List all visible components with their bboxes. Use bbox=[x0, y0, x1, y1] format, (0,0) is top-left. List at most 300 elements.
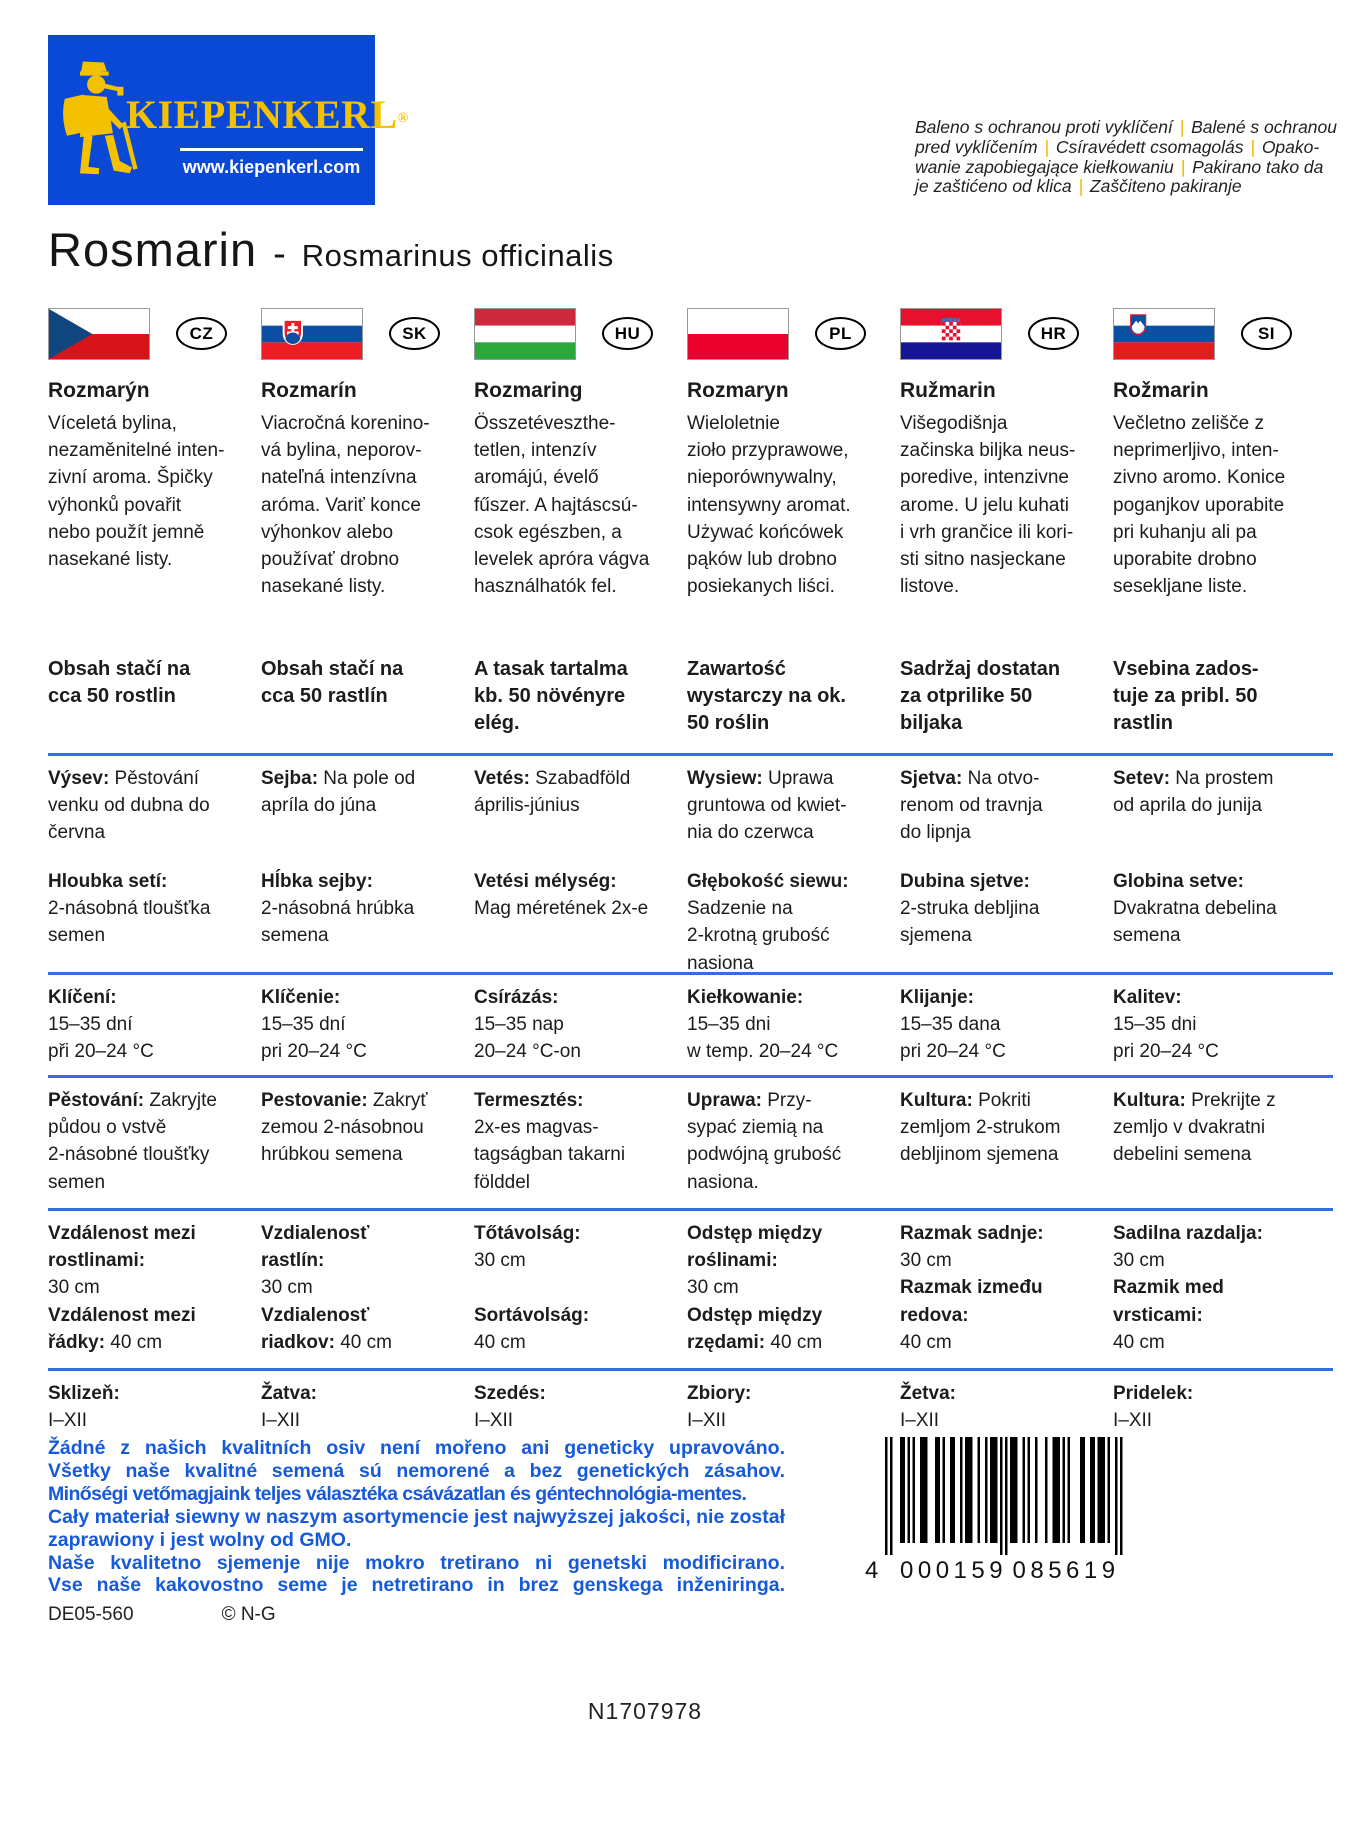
svg-text:085619: 085619 bbox=[1012, 1557, 1120, 1584]
field-value: levelek apróra vágva bbox=[474, 549, 650, 571]
field-label: Globina setve: bbox=[1113, 871, 1244, 892]
field-value: semen bbox=[48, 1171, 106, 1193]
text-line bbox=[1113, 683, 1299, 710]
field-value: Używać końcówek bbox=[687, 521, 844, 543]
col-si-flag bbox=[1113, 308, 1299, 378]
text-line bbox=[1113, 1247, 1299, 1274]
col-hu-harvest bbox=[474, 1371, 660, 1434]
field-label: Výsev: bbox=[48, 768, 110, 789]
field-label: Pestovanie: bbox=[261, 1090, 368, 1111]
note-text: Balené s ochranou bbox=[1186, 117, 1338, 137]
text-line bbox=[474, 765, 660, 792]
field-label: Sortávolság: bbox=[474, 1304, 590, 1326]
text-line bbox=[687, 819, 873, 846]
col-si-harvest bbox=[1113, 1371, 1299, 1434]
field-label: Kultura: bbox=[1113, 1090, 1186, 1111]
text-line bbox=[474, 1011, 660, 1038]
pipe-separator: | bbox=[1044, 136, 1049, 157]
field-value: zivno aromo. Konice bbox=[1113, 467, 1286, 489]
text-line bbox=[900, 546, 1086, 573]
text-line bbox=[687, 1169, 873, 1196]
pipe-separator: | bbox=[1180, 156, 1186, 177]
field-value: cca 50 rastlín bbox=[261, 685, 388, 708]
text-line bbox=[48, 1011, 234, 1038]
text-line bbox=[261, 1011, 447, 1038]
plant-name: Rozmaring bbox=[474, 379, 583, 402]
field-value: 40 cm bbox=[765, 1331, 823, 1353]
text-line bbox=[48, 984, 234, 1011]
text-line bbox=[261, 1114, 447, 1141]
language-columns-grid bbox=[48, 308, 1333, 1433]
text-line bbox=[261, 1274, 447, 1301]
text-line bbox=[687, 895, 873, 922]
field-label: Pridelek: bbox=[1113, 1383, 1194, 1404]
col-cz-germination bbox=[48, 975, 234, 1075]
text-line bbox=[48, 1169, 234, 1196]
field-value: sjemena bbox=[900, 925, 972, 947]
text-line bbox=[900, 519, 1086, 546]
field-label: Žetva: bbox=[900, 1383, 956, 1404]
field-value: 15–35 dní bbox=[261, 1014, 346, 1036]
field-label: Dubina sjetve: bbox=[900, 871, 1030, 892]
field-value: 15–35 dni bbox=[687, 1014, 771, 1036]
field-value: 2x-es magvas- bbox=[474, 1117, 599, 1139]
text-line bbox=[261, 922, 447, 949]
text-line bbox=[687, 765, 873, 792]
text-line bbox=[1113, 573, 1299, 600]
text-line bbox=[48, 819, 234, 846]
field-label: Pěstování: bbox=[48, 1090, 145, 1111]
col-hu-namedesc bbox=[474, 378, 660, 656]
field-value: Összetéveszthe- bbox=[474, 413, 616, 434]
field-value: 30 cm bbox=[261, 1277, 313, 1299]
field-value: 50 roślin bbox=[687, 712, 770, 735]
field-label: vrsticami: bbox=[1113, 1304, 1203, 1326]
flag-sk-icon bbox=[261, 308, 363, 360]
col-pl-spacing bbox=[687, 1211, 873, 1368]
col-pl-content bbox=[687, 656, 873, 753]
text-line bbox=[48, 546, 234, 573]
col-si-germination bbox=[1113, 975, 1299, 1075]
text-line bbox=[900, 1380, 1086, 1407]
col-si-culture bbox=[1113, 1078, 1299, 1208]
field-value: nasiona. bbox=[687, 1171, 759, 1193]
text-line bbox=[474, 546, 660, 573]
col-hr-content bbox=[900, 656, 1086, 753]
text-line bbox=[900, 984, 1086, 1011]
text-line bbox=[261, 792, 447, 819]
text-line bbox=[48, 1038, 234, 1065]
col-pl-namedesc bbox=[687, 378, 873, 656]
field-value: csok egészben, a bbox=[474, 521, 622, 543]
col-sk-culture bbox=[261, 1078, 447, 1208]
text-line bbox=[474, 1169, 660, 1196]
field-label: Klijanje: bbox=[900, 987, 974, 1008]
field-value: 30 cm bbox=[48, 1277, 100, 1299]
field-value: poganjkov uporabite bbox=[1113, 494, 1285, 516]
text-line bbox=[48, 683, 234, 710]
field-value: od aprila do junija bbox=[1113, 795, 1262, 817]
field-label: Sadilna razdalja: bbox=[1113, 1223, 1263, 1244]
field-value: debelini semena bbox=[1113, 1144, 1252, 1166]
col-cz-namedesc bbox=[48, 378, 234, 656]
field-label: Vzdialenosť bbox=[261, 1223, 370, 1244]
text-line bbox=[474, 656, 660, 683]
field-label: Vzdálenost mezi bbox=[48, 1223, 196, 1244]
batch-number: N1707978 bbox=[587, 1698, 703, 1724]
field-value: Večletno zelišče z bbox=[1113, 413, 1265, 434]
flag-si-icon bbox=[1113, 308, 1215, 360]
field-label: rzędami: bbox=[687, 1331, 766, 1353]
brand-name: KIEPENKERL bbox=[126, 92, 398, 137]
field-value: 40 cm bbox=[900, 1331, 952, 1353]
print-code: DE05-560 bbox=[48, 1604, 134, 1625]
text-line bbox=[687, 1302, 873, 1329]
field-label: Termesztés: bbox=[474, 1090, 584, 1111]
pipe-separator: | bbox=[1179, 117, 1185, 137]
field-value: zioło przyprawowe, bbox=[687, 440, 849, 462]
field-label: Tőtávolság: bbox=[474, 1223, 581, 1244]
text-line bbox=[48, 1274, 234, 1301]
text-line bbox=[900, 410, 1086, 437]
note-line bbox=[915, 158, 1345, 178]
text-line bbox=[1113, 1407, 1299, 1434]
text-line bbox=[1113, 895, 1299, 922]
text-line bbox=[48, 1329, 234, 1356]
copyright-code: © N-G bbox=[221, 1604, 276, 1625]
field-value: 2-násobná tloušťka bbox=[48, 898, 211, 920]
field-value: cca 50 rostlin bbox=[48, 685, 176, 708]
field-value: w temp. 20–24 °C bbox=[687, 1041, 839, 1063]
text-line bbox=[48, 1302, 234, 1329]
field-label: Vetési mélység: bbox=[474, 871, 617, 892]
text-line bbox=[687, 492, 873, 519]
field-value: nieporównywalny, bbox=[687, 467, 837, 489]
field-label: Klíčení: bbox=[48, 987, 117, 1008]
field-value: semena bbox=[1113, 925, 1181, 947]
field-value: uporabite drobno bbox=[1113, 549, 1257, 571]
col-pl-flag bbox=[687, 308, 873, 378]
registered-trademark-icon: ® bbox=[397, 111, 409, 126]
flag-cz-icon bbox=[48, 308, 150, 360]
note-text: Pakirano tako da bbox=[1187, 156, 1324, 177]
text-line bbox=[48, 1407, 234, 1434]
field-value: začinska biljka neus- bbox=[900, 440, 1076, 462]
text-line bbox=[261, 464, 447, 491]
gmo-statement bbox=[48, 1437, 785, 1597]
text-line bbox=[474, 519, 660, 546]
field-label: Klíčenie: bbox=[261, 987, 341, 1008]
field-value: 2-násobná hrúbka bbox=[261, 898, 415, 920]
field-label: Wysiew: bbox=[687, 768, 763, 789]
text-line bbox=[687, 573, 873, 600]
field-value: nasiona bbox=[687, 952, 754, 974]
text-line bbox=[687, 1141, 873, 1168]
col-pl-harvest bbox=[687, 1371, 873, 1434]
field-value: 2-struka debljina bbox=[900, 898, 1040, 920]
text-line bbox=[1113, 710, 1299, 737]
field-value: I–XII bbox=[900, 1410, 940, 1432]
text-line bbox=[48, 410, 234, 437]
text-line bbox=[261, 1329, 447, 1356]
text-line bbox=[261, 1141, 447, 1168]
text-line bbox=[261, 546, 447, 573]
text-line bbox=[48, 519, 234, 546]
text-line bbox=[1113, 519, 1299, 546]
field-value: aromájú, évelő bbox=[474, 467, 599, 489]
field-value: fűszer. A hajtáscsú- bbox=[474, 494, 638, 516]
col-sk-namedesc bbox=[261, 378, 447, 656]
text-line bbox=[261, 1407, 447, 1434]
field-value: wystarczy na ok. bbox=[687, 685, 846, 708]
text-line bbox=[900, 492, 1086, 519]
gmo-statement-line: Žádné z našich kvalitních osiv není mořeno ani geneticky upravováno. bbox=[48, 1437, 785, 1459]
field-value: tetlen, intenzív bbox=[474, 440, 597, 462]
text-line bbox=[687, 950, 873, 977]
text-line bbox=[261, 573, 447, 600]
text-line bbox=[1113, 1274, 1299, 1301]
text-line bbox=[1113, 868, 1299, 895]
text-line bbox=[474, 1302, 660, 1329]
field-value: i vrh grančice ili kori- bbox=[900, 521, 1074, 543]
note-text: Baleno s ochranou proti vyklíčení bbox=[915, 117, 1178, 137]
field-label: Odstęp między bbox=[687, 1304, 823, 1326]
field-label: Hĺbka sejby: bbox=[261, 871, 373, 892]
text-line bbox=[687, 1114, 873, 1141]
col-hu-content bbox=[474, 656, 660, 753]
field-value: sypać ziemią na bbox=[687, 1117, 824, 1139]
col-sk-spacing bbox=[261, 1211, 447, 1368]
field-label: Kiełkowanie: bbox=[687, 987, 804, 1008]
text-line bbox=[687, 1220, 873, 1247]
text-line bbox=[474, 1380, 660, 1407]
col-hr-sowing bbox=[900, 756, 1086, 868]
col-sk-harvest bbox=[261, 1371, 447, 1434]
field-value: 40 cm bbox=[1113, 1331, 1165, 1353]
col-hu-sowing bbox=[474, 756, 660, 868]
text-line bbox=[900, 1329, 1086, 1356]
field-value: Višegodišnja bbox=[900, 413, 1008, 434]
text-line bbox=[48, 922, 234, 949]
band-harvest bbox=[48, 1371, 1333, 1433]
print-codes bbox=[48, 1604, 276, 1626]
text-line bbox=[48, 464, 234, 491]
field-value: gruntowa od kwiet- bbox=[687, 795, 847, 817]
col-hr-depth bbox=[900, 868, 1086, 977]
field-label: Sejba: bbox=[261, 768, 319, 789]
flag-hr-icon bbox=[900, 308, 1002, 360]
field-value: za otprilike 50 bbox=[900, 685, 1033, 708]
field-label: Uprawa: bbox=[687, 1090, 762, 1111]
text-line bbox=[48, 1380, 234, 1407]
field-value: I–XII bbox=[261, 1410, 301, 1432]
field-value: tuje za pribl. 50 bbox=[1113, 685, 1258, 708]
field-value: zemljo v dvakratni bbox=[1113, 1117, 1266, 1139]
band-content bbox=[48, 656, 1333, 753]
svg-text:4: 4 bbox=[865, 1557, 879, 1584]
text-line bbox=[900, 1302, 1086, 1329]
country-code-badge: CZ bbox=[176, 317, 227, 350]
text-line bbox=[1113, 464, 1299, 491]
field-value: nebo použít jemně bbox=[48, 521, 205, 543]
field-value: Na prostem bbox=[1170, 768, 1274, 789]
text-line bbox=[1113, 546, 1299, 573]
text-line bbox=[261, 1087, 447, 1114]
field-label: Razmak sadnje: bbox=[900, 1223, 1044, 1244]
text-line bbox=[687, 1038, 873, 1065]
pipe-separator: | bbox=[1250, 136, 1255, 157]
field-label: Zbiory: bbox=[687, 1383, 752, 1404]
text-line bbox=[261, 1247, 447, 1274]
field-label: Odstęp między bbox=[687, 1223, 823, 1244]
field-value: I–XII bbox=[474, 1410, 514, 1432]
text-line bbox=[1113, 984, 1299, 1011]
text-line bbox=[48, 492, 234, 519]
text-line bbox=[1113, 922, 1299, 949]
text-line bbox=[48, 765, 234, 792]
text-line bbox=[687, 683, 873, 710]
note-text: Csíravédett csomagolás bbox=[1050, 136, 1249, 157]
col-cz-spacing bbox=[48, 1211, 234, 1368]
text-line bbox=[1113, 1329, 1299, 1356]
field-value: Zakryjte bbox=[144, 1090, 217, 1111]
text-line bbox=[261, 437, 447, 464]
field-value: nezaměnitelné inten- bbox=[48, 440, 225, 462]
field-value: 2-krotną grubość bbox=[687, 925, 830, 947]
text-line bbox=[474, 1038, 660, 1065]
field-value: Pěstování bbox=[109, 768, 200, 789]
band-sowing bbox=[48, 756, 1333, 868]
band-culture bbox=[48, 1078, 1333, 1208]
gmo-statement-line: zaprawiony i jest wolny od GMO. bbox=[48, 1528, 352, 1551]
field-value: při 20–24 °C bbox=[48, 1041, 154, 1063]
field-value: 40 cm bbox=[334, 1331, 392, 1353]
ean-barcode bbox=[865, 1437, 1150, 1592]
text-line bbox=[900, 868, 1086, 895]
text-line bbox=[900, 573, 1086, 600]
field-value: hrúbkou semena bbox=[261, 1144, 403, 1166]
field-value: Przy- bbox=[761, 1090, 812, 1111]
col-sk-sowing bbox=[261, 756, 447, 868]
text-line bbox=[900, 1220, 1086, 1247]
text-line bbox=[1113, 1087, 1299, 1114]
field-value: neprimerljivo, inten- bbox=[1113, 440, 1279, 462]
col-cz-culture bbox=[48, 1078, 234, 1208]
text-line bbox=[900, 792, 1086, 819]
text-line bbox=[261, 1302, 447, 1329]
gmo-statement-line: Minőségi vetőmagjaink teljes választéka csávázatlan és géntechnológia-mentes. bbox=[48, 1482, 747, 1505]
field-value: Obsah stačí na bbox=[48, 658, 191, 680]
field-value: nasekané listy. bbox=[261, 576, 386, 598]
text-line bbox=[48, 1247, 234, 1274]
col-hr-harvest bbox=[900, 1371, 1086, 1434]
note-line bbox=[915, 177, 1345, 197]
col-hr-germination bbox=[900, 975, 1086, 1075]
field-value: června bbox=[48, 822, 106, 844]
field-value: 40 cm bbox=[105, 1331, 163, 1353]
field-value: I–XII bbox=[687, 1410, 727, 1432]
text-line bbox=[1113, 1220, 1299, 1247]
text-line bbox=[900, 1011, 1086, 1038]
text-line bbox=[48, 1141, 234, 1168]
field-value: Obsah stačí na bbox=[261, 658, 404, 680]
text-line bbox=[474, 710, 660, 737]
field-value: používať drobno bbox=[261, 549, 400, 571]
text-line bbox=[687, 922, 873, 949]
col-hu-flag bbox=[474, 308, 660, 378]
text-line bbox=[1113, 1141, 1299, 1168]
gmo-statement-line: Cały materiał siewny w naszym asortymencie jest najwyższej jakości, nie został bbox=[48, 1505, 786, 1528]
text-line bbox=[48, 895, 234, 922]
text-line bbox=[687, 710, 873, 737]
field-value: 30 cm bbox=[474, 1250, 526, 1272]
text-line bbox=[261, 683, 447, 710]
latin-name: Rosmarinus officinalis bbox=[301, 238, 614, 273]
col-hu-spacing bbox=[474, 1211, 660, 1368]
field-label: Szedés: bbox=[474, 1383, 546, 1404]
field-value: posiekanych liści. bbox=[687, 576, 835, 598]
col-sk-germination bbox=[261, 975, 447, 1075]
field-value: földdel bbox=[474, 1171, 530, 1193]
col-sk-depth bbox=[261, 868, 447, 977]
plant-title: Rosmarin bbox=[48, 223, 258, 276]
text-line bbox=[474, 895, 660, 922]
text-line bbox=[474, 492, 660, 519]
col-pl-depth bbox=[687, 868, 873, 977]
field-label: Kultura: bbox=[900, 1090, 973, 1111]
plant-name: Rožmarin bbox=[1113, 379, 1209, 402]
field-value: do lipnja bbox=[900, 822, 971, 844]
text-line bbox=[474, 984, 660, 1011]
text-line bbox=[900, 1274, 1086, 1301]
field-value: pri 20–24 °C bbox=[1113, 1041, 1219, 1063]
country-code-badge: HU bbox=[602, 317, 653, 350]
text-line bbox=[900, 1038, 1086, 1065]
field-value: Sadržaj dostatan bbox=[900, 658, 1061, 680]
note-text: wanie zapobiegające kiełkowaniu bbox=[915, 156, 1179, 177]
field-value: pąków lub drobno bbox=[687, 549, 837, 571]
country-code-badge: HR bbox=[1028, 317, 1079, 350]
text-line bbox=[900, 1087, 1086, 1114]
field-value: sti sitno nasjeckane bbox=[900, 549, 1066, 571]
field-value: kb. 50 növényre bbox=[474, 685, 626, 708]
text-line bbox=[687, 546, 873, 573]
field-value: Víceletá bylina, bbox=[48, 413, 177, 434]
field-value: Vsebina zados- bbox=[1113, 658, 1259, 680]
field-value: debljinom sjemena bbox=[900, 1144, 1059, 1166]
text-line bbox=[261, 1380, 447, 1407]
col-pl-germination bbox=[687, 975, 873, 1075]
text-line bbox=[261, 868, 447, 895]
field-value: sesekljane liste. bbox=[1113, 576, 1248, 598]
field-value: rastlin bbox=[1113, 712, 1174, 735]
col-si-sowing bbox=[1113, 756, 1299, 868]
field-value: I–XII bbox=[1113, 1410, 1153, 1432]
text-line bbox=[687, 410, 873, 437]
col-cz-depth bbox=[48, 868, 234, 977]
field-value: semena bbox=[261, 925, 329, 947]
field-value: vá bylina, neporov- bbox=[261, 440, 422, 462]
field-value: zivní aroma. Špičky bbox=[48, 467, 213, 489]
text-line bbox=[474, 1087, 660, 1114]
field-value: 15–35 dní bbox=[48, 1014, 133, 1036]
text-line bbox=[1113, 765, 1299, 792]
field-value: pri 20–24 °C bbox=[261, 1041, 367, 1063]
field-value: Sadzenie na bbox=[687, 898, 793, 920]
field-value: Zakryť bbox=[367, 1090, 428, 1111]
text-line bbox=[48, 1114, 234, 1141]
field-value: április-június bbox=[474, 795, 580, 817]
